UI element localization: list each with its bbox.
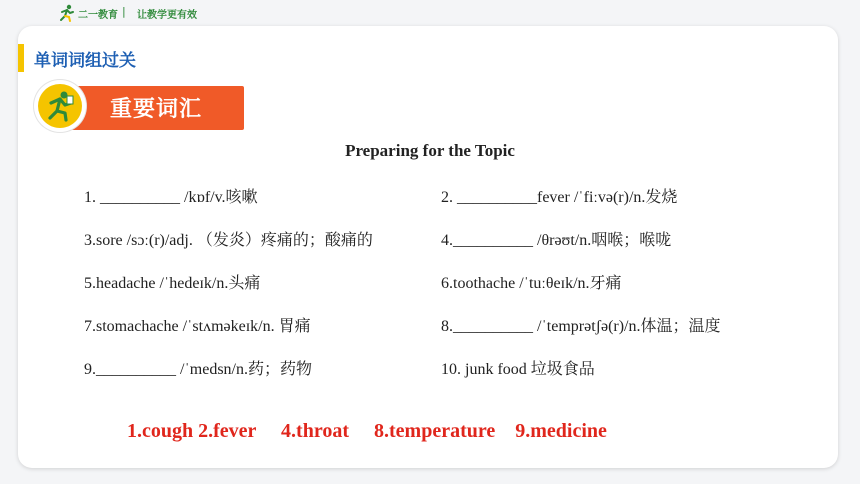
top-bar xyxy=(0,0,860,26)
vocab-item-8: 8.__________ /ˈtemprətʃə(r)/n.体温；温度 xyxy=(441,318,721,335)
vocab-item-2: 2. __________fever /ˈfiːvə(r)/n.发烧 xyxy=(441,189,678,206)
vocab-item-10: 10. junk food 垃圾食品 xyxy=(441,361,595,378)
vocab-item-5: 5.headache /ˈhedeɪk/n.头痛 xyxy=(84,275,261,292)
vocab-item-3: 3.sore /sɔː(r)/adj. （发炎）疼痛的；酸痛的 xyxy=(84,232,373,249)
banner-label: 重要词汇 xyxy=(110,97,203,122)
vocab-item-4: 4.__________ /θrəʊt/n.咽喉；喉咙 xyxy=(441,232,672,249)
topic-subtitle: Preparing for the Topic xyxy=(345,141,515,160)
vocab-item-1: 1. __________ /kɒf/v.咳嗽 xyxy=(84,189,258,206)
vocab-item-9: 9.__________ /ˈmedsn/n.药；药物 xyxy=(84,361,312,378)
section-title: 单词词组过关 xyxy=(34,51,136,71)
runner-badge-icon xyxy=(38,84,82,128)
runner-logo-icon xyxy=(56,4,76,22)
banner-badge xyxy=(34,80,86,132)
section-marker xyxy=(18,44,24,72)
brand-name: 二一教育 xyxy=(78,10,118,21)
header-separator: | xyxy=(122,5,126,18)
answer-key: 1.cough 2.fever 4.throat 8.temperature 9.medicine xyxy=(127,420,607,442)
vocab-item-7: 7.stomachache /ˈstʌməkeɪk/n. 胃痛 xyxy=(84,318,311,335)
vocab-item-6: 6.toothache /ˈtuːθeɪk/n.牙痛 xyxy=(441,275,622,292)
brand-slogan: 让教学更有效 xyxy=(137,10,197,21)
